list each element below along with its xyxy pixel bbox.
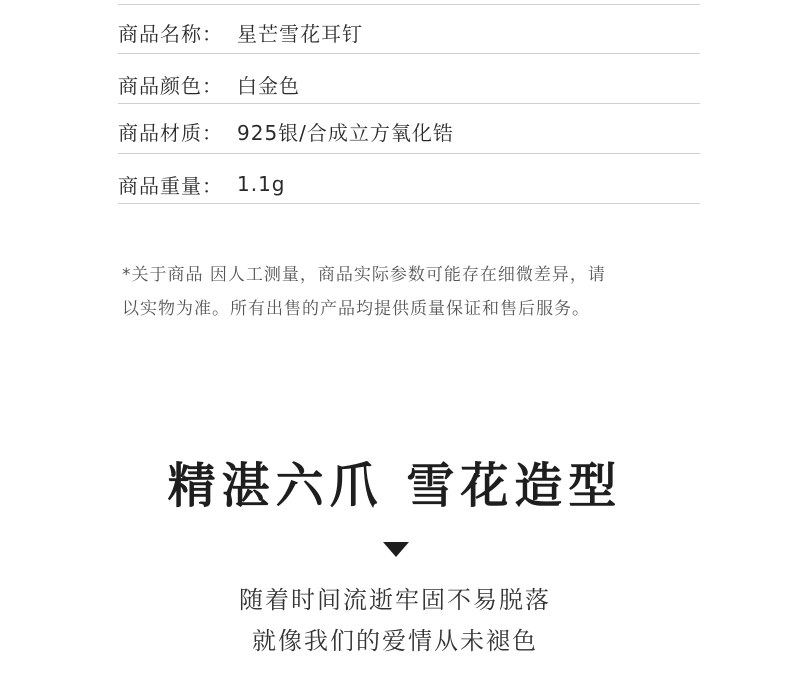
spec-row-material <box>118 106 700 156</box>
spec-separator: ： <box>202 120 223 145</box>
spec-row-name <box>118 7 700 57</box>
divider <box>118 53 700 54</box>
spec-key: 商品重量 <box>118 173 202 198</box>
divider <box>118 153 700 154</box>
spec-separator: ： <box>202 73 223 98</box>
spec-row-weight <box>118 159 700 209</box>
divider <box>118 4 700 5</box>
feature-tagline: 就像我们的爱情从未褪色 <box>252 627 538 655</box>
feature-headline: 精湛六爪 雪花造型 <box>167 458 623 514</box>
spec-separator: ： <box>202 21 223 46</box>
spec-value: 1.1g <box>237 172 286 196</box>
spec-value: 星芒雪花耳钉 <box>237 21 363 46</box>
spec-key: 商品颜色 <box>118 73 202 98</box>
down-triangle-icon <box>383 542 409 557</box>
spec-value: 925银/合成立方氧化锆 <box>237 120 454 145</box>
spec-key: 商品材质 <box>118 120 202 145</box>
spec-value: 白金色 <box>237 73 300 98</box>
divider <box>118 203 700 204</box>
disclaimer-line: *关于商品 因人工测量，商品实际参数可能存在细微差异，请 <box>122 265 606 285</box>
spec-key: 商品名称 <box>118 21 202 46</box>
disclaimer-line: 以实物为准。所有出售的产品均提供质量保证和售后服务。 <box>122 299 590 319</box>
feature-tagline: 随着时间流逝牢固不易脱落 <box>239 586 551 614</box>
spec-row-color <box>118 59 700 109</box>
divider <box>118 103 700 104</box>
disclaimer-note <box>122 258 702 326</box>
spec-separator: ： <box>202 173 223 198</box>
